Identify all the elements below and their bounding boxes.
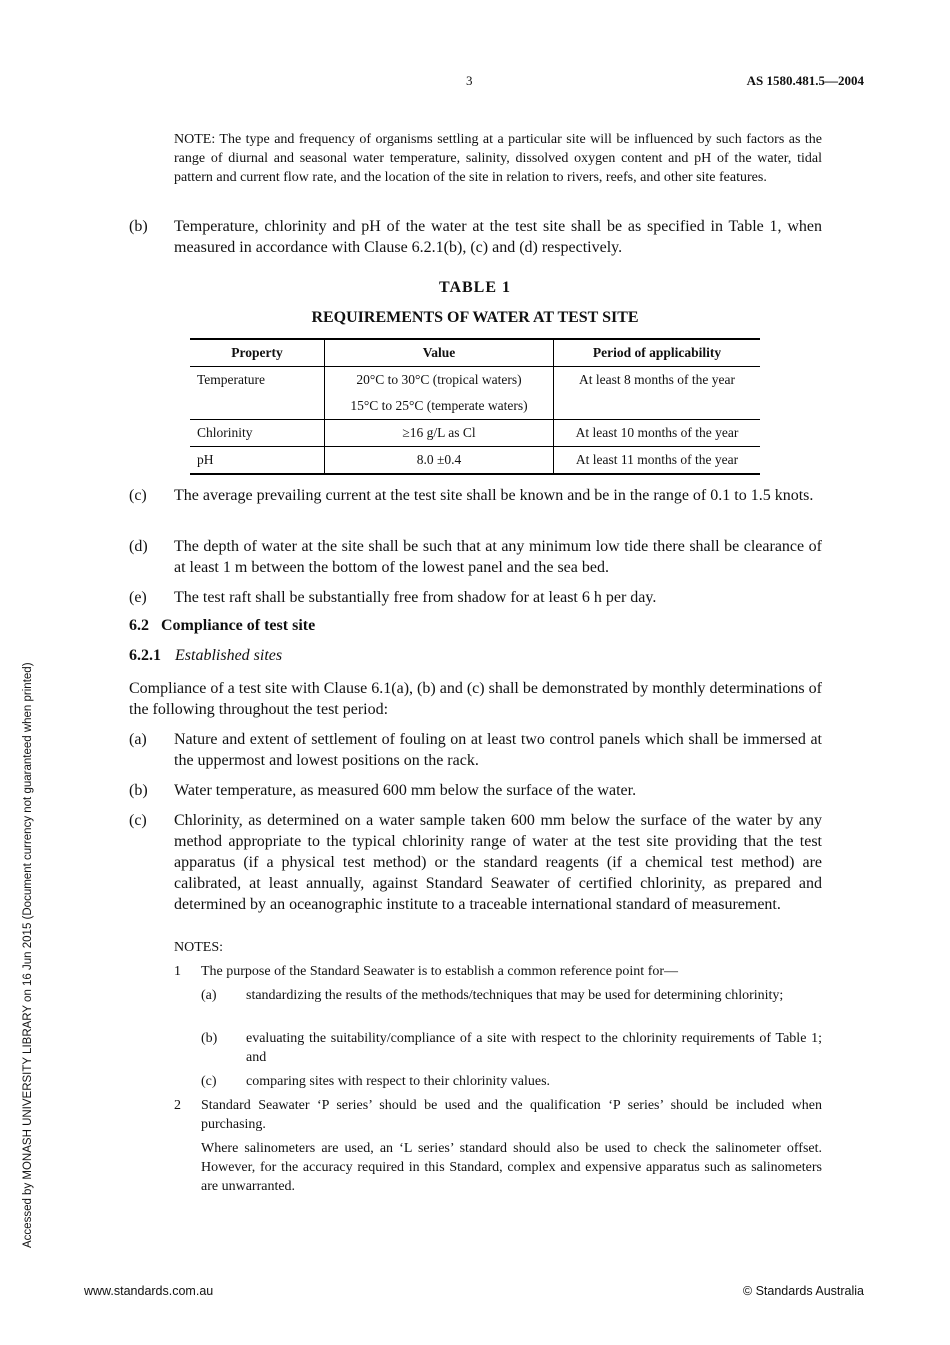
footer-copyright: © Standards Australia — [742, 1284, 864, 1298]
list-item — [129, 587, 822, 608]
list-item — [129, 536, 822, 578]
item-label: (c) — [129, 487, 147, 504]
table-row — [190, 447, 760, 475]
cell-property: Chlorinity — [190, 420, 325, 447]
cell-value: 15°C to 25°C (temperate waters) — [325, 393, 554, 420]
intro-paragraph: Compliance of a test site with Clause 6.1(a), (b) and (c) shall be demonstrated by monthly determinations of the following throughout the test period: — [129, 680, 822, 718]
note-sub-label: (a) — [201, 988, 217, 1003]
section-heading — [129, 617, 315, 635]
note-sub-text: standardizing the results of the methods/techniques that may be used for determining chlorinity; — [246, 988, 784, 1003]
table-row — [190, 420, 760, 447]
section-title: Compliance of test site — [161, 617, 316, 634]
cell-period: At least 10 months of the year — [554, 420, 761, 447]
cell-value: 8.0 ±0.4 — [325, 447, 554, 475]
note-sub-text: evaluating the suitability/compliance of a site with respect to the chlorinity requirements of Table 1; and — [246, 1031, 822, 1065]
cell-property — [190, 393, 325, 420]
note-label: 2 — [174, 1098, 181, 1113]
item-label: (e) — [129, 589, 147, 606]
item-label: (a) — [129, 731, 147, 748]
note-text: Standard Seawater ‘P series’ should be used and the qualification ‘P series’ should be included when purchasing. — [201, 1098, 822, 1132]
cell-period: At least 11 months of the year — [554, 447, 761, 475]
notes-heading: NOTES: — [174, 940, 223, 955]
cell-property: pH — [190, 447, 325, 475]
column-header: Property — [190, 339, 325, 367]
item-text: Chlorinity, as determined on a water sample taken 600 mm below the surface of the water by any method appropriate to the typical chlorinity range of water at the test site providing that the test apparatus (if a physical test method) or the standard reagents (if a chemical test method) are calibrated, at least annually, against Standard Seawater of certified chlorinity, as prepared and determined by an oceanographic institute to a traceable international standard of measurement. — [174, 812, 822, 913]
item-label: (b) — [129, 782, 148, 799]
note-sub-item — [201, 1029, 822, 1067]
item-text: Temperature, chlorinity and pH of the water at the test site shall be as specified in Table 1, when measured in accordance with Clause 6.2.1(b), (c) and (d) respectively. — [174, 218, 822, 256]
standard-id: AS 1580.481.5—2004 — [746, 73, 864, 88]
note-label: 1 — [174, 964, 181, 979]
cell-value: ≥16 g/L as Cl — [325, 420, 554, 447]
requirements-table — [190, 338, 760, 475]
item-text: The depth of water at the site shall be such that at any minimum low tide there shall be clearance of at least 1 m between the bottom of the lowest panel and the sea bed. — [174, 538, 822, 576]
subsection-title: Established sites — [175, 647, 283, 664]
table-number: TABLE 1 — [438, 279, 512, 296]
note-text: The purpose of the Standard Seawater is to establish a common reference point for— — [201, 964, 679, 979]
subsection-number: 6.2.1 — [129, 647, 161, 664]
note-paragraph: Where salinometers are used, an ‘L series’ standard should also be used to check the salinometer offset. However, for the accuracy required in this Standard, complex and expensive apparatus such as salinometers are unwarranted. — [201, 1141, 822, 1194]
table-header-row — [190, 339, 760, 367]
column-header: Value — [325, 339, 554, 367]
table-row — [190, 393, 760, 420]
item-label: (c) — [129, 812, 147, 829]
note-sub-item — [201, 1072, 822, 1091]
list-item — [129, 810, 822, 915]
note-sub-label: (b) — [201, 1031, 218, 1046]
item-label: (d) — [129, 538, 148, 555]
note-item — [174, 962, 822, 981]
table-title: REQUIREMENTS OF WATER AT TEST SITE — [311, 309, 639, 326]
list-item — [129, 729, 822, 771]
cell-period — [554, 393, 761, 420]
cell-value: 20°C to 30°C (tropical waters) — [325, 367, 554, 394]
list-item — [129, 780, 822, 801]
cell-period: At least 8 months of the year — [554, 367, 761, 394]
list-item — [129, 216, 822, 258]
item-text: The average prevailing current at the test site shall be known and be in the range of 0.1 to 1.5 knots. — [174, 487, 814, 504]
section-number: 6.2 — [129, 617, 149, 634]
note-sub-label: (c) — [201, 1074, 217, 1089]
note-sub-text: comparing sites with respect to their chlorinity values. — [246, 1074, 551, 1089]
subsection-heading — [129, 647, 282, 665]
footer-website: www.standards.com.au — [84, 1284, 214, 1298]
side-access-note: Accessed by MONASH UNIVERSITY LIBRARY on 16 Jun 2015 (Document currency not guaranteed when printed) — [22, 662, 34, 1248]
list-item — [129, 485, 822, 506]
note-item — [174, 1096, 822, 1134]
table-row — [190, 367, 760, 394]
note-sub-item — [201, 986, 822, 1005]
item-text: The test raft shall be substantially free from shadow for at least 6 h per day. — [174, 589, 657, 606]
page-number: 3 — [466, 73, 473, 88]
column-header: Period of applicability — [554, 339, 761, 367]
top-note: NOTE: The type and frequency of organisms settling at a particular site will be influenced by such factors as the range of diurnal and seasonal water temperature, salinity, dissolved oxygen content and pH of the water, tidal pattern and current flow rate, and the location of the site in relation to rivers, reefs, and other site features. — [174, 132, 822, 185]
cell-property: Temperature — [197, 372, 266, 387]
item-text: Water temperature, as measured 600 mm below the surface of the water. — [174, 782, 637, 799]
item-label: (b) — [129, 218, 148, 235]
item-text: Nature and extent of settlement of fouling on at least two control panels which shall be immersed at the uppermost and lowest positions on the rack. — [174, 731, 822, 769]
